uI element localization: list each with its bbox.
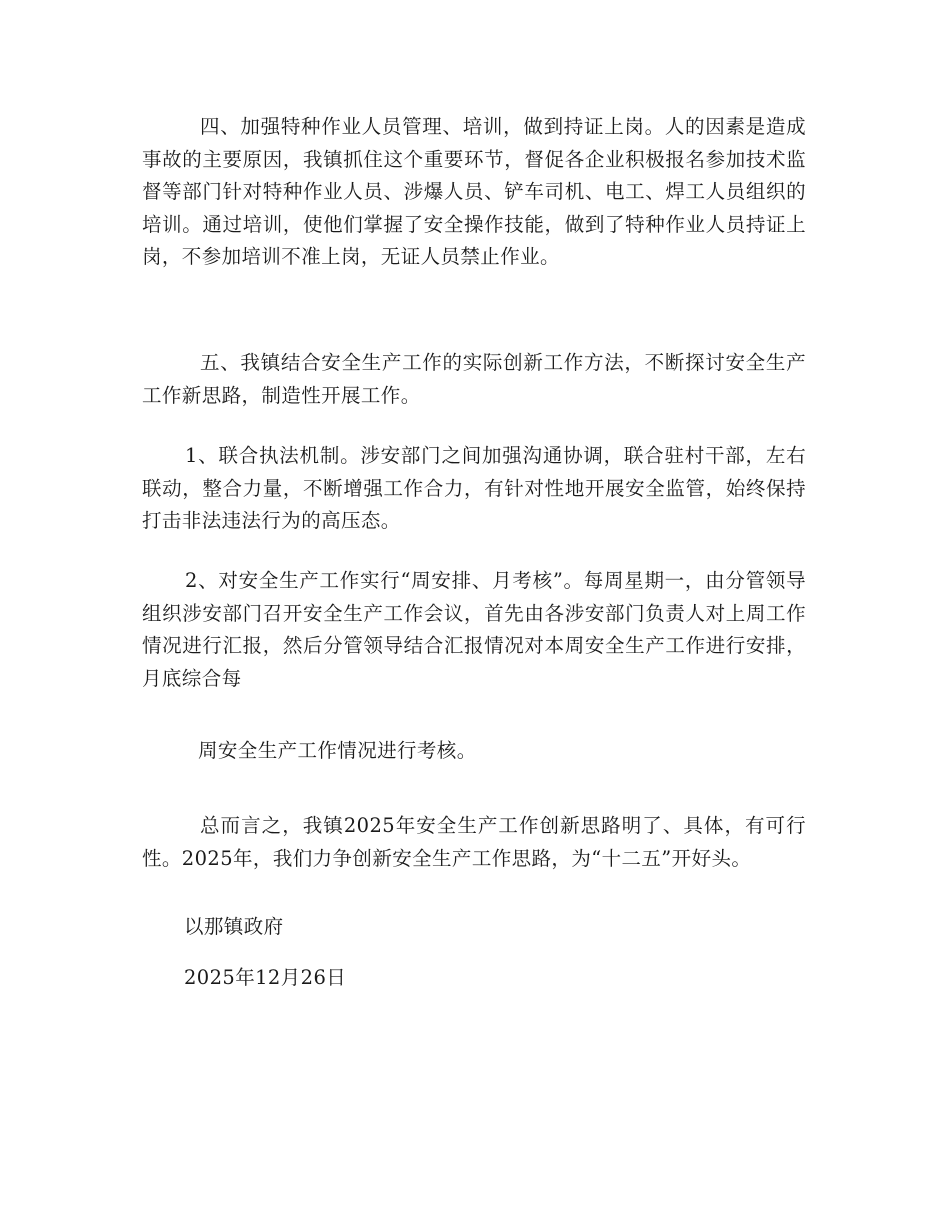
signature-date: 2025年12月26日 (184, 966, 347, 989)
paragraph-weekly-monthly-review: 2、对安全生产工作实行“周安排、月考核”。每周星期一，由分管领导组织涉安部门召开安全生产工作会议，首先由各涉安部门负责人对上周工作情况进行汇报，然后分管领导结合汇报情况对本周安全生产工作进行安排，月底综合每 (142, 569, 806, 690)
paragraph-joint-enforcement: 1、联合执法机制。涉安部门之间加强沟通协调，联合驻村干部，左右联动，整合力量，不断增强工作合力，有针对性地开展安全监管，始终保持打击非法违法行为的高压态。 (142, 444, 806, 532)
paragraph-special-operations-training: 四、加强特种作业人员管理、培训，做到持证上岗。人的因素是造成事故的主要原因，我镇抓住这个重要环节，督促各企业积极报名参加技术监督等部门针对特种作业人员、涉爆人员、铲车司机、电工、焊工人员组织的培训。通过培训，使他们掌握了安全操作技能，做到了特种作业人员持证上岗，不参加培训不准上岗，无证人员禁止作业。 (142, 115, 806, 268)
paragraph-conclusion: 总而言之，我镇2025年安全生产工作创新思路明了、具体，有可行性。2025年，我们力争创新安全生产工作思路，为“十二五”开好头。 (142, 814, 806, 870)
signature-organization: 以那镇政府 (184, 915, 284, 938)
paragraph-weekly-review-continued: 周安全生产工作情况进行考核。 (198, 739, 477, 762)
paragraph-innovation-methods: 五、我镇结合安全生产工作的实际创新工作方法，不断探讨安全生产工作新思路，制造性开展工作。 (142, 351, 806, 407)
